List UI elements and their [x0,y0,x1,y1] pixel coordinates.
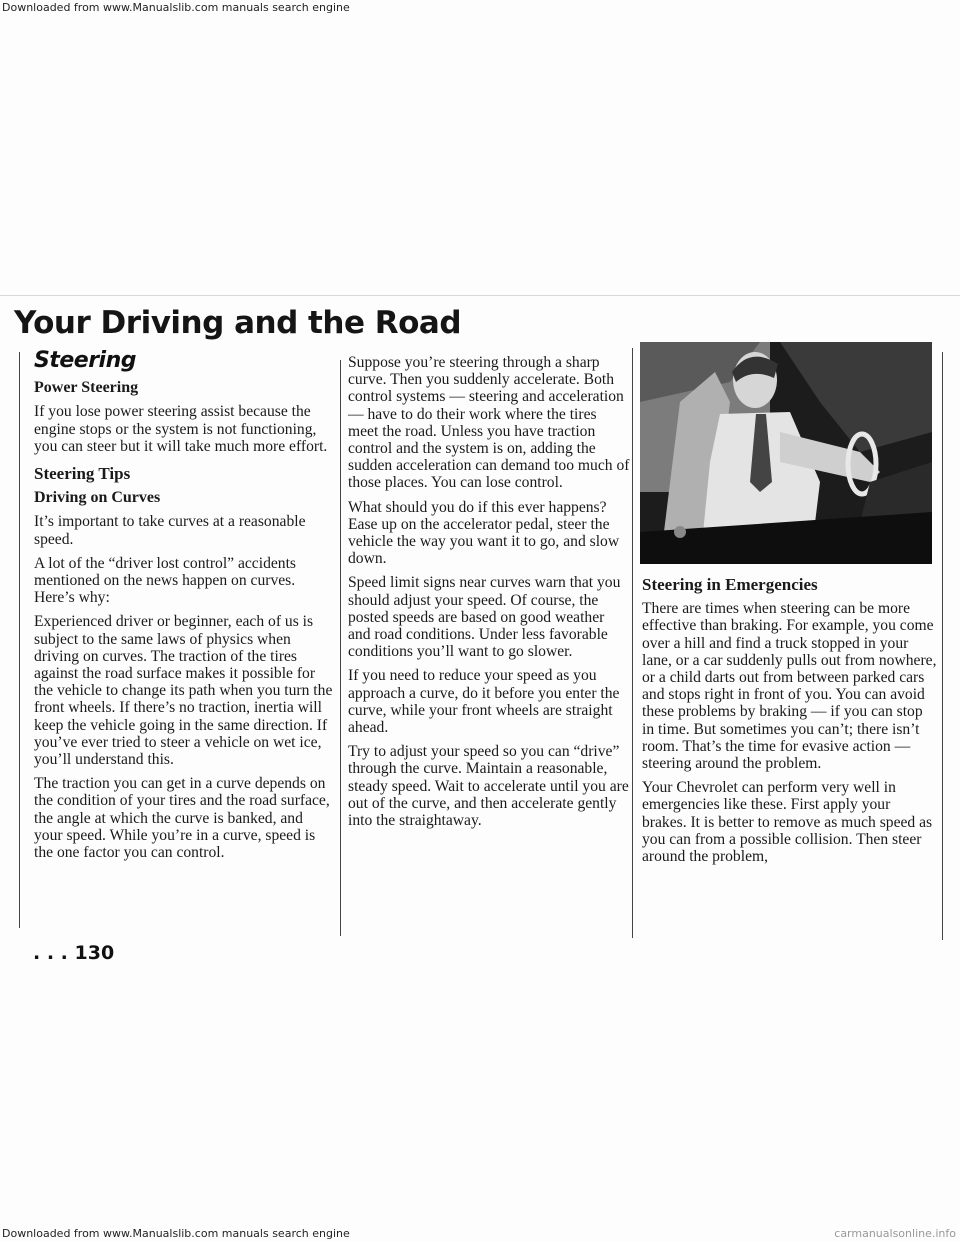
paragraph: If you need to reduce your speed as you approach a curve, do it before you enter the curve, while your front wheels are straight ahead. [348,667,620,737]
page-number: . . . 130 [33,942,115,964]
column-rule-middle [340,360,341,936]
paragraph: The traction you can get in a curve depends on the condition of your tires and the road surface, the angle at which the curve is banked, and your speed. While you’re in a curve, speed is the one factor you can control. [34,775,330,862]
driver-steering-illustration [640,342,932,564]
column-3 [642,570,938,872]
paragraph: Speed limit signs near curves warn that you should adjust your speed. Of course, the posted speeds are based on good weather and road conditions. Under less favorable conditions you’ll want to go slower. [348,574,621,661]
download-header [0,0,960,14]
paragraph: Suppose you’re steering through a sharp curve. Then you suddenly accelerate. Both control systems — steering and acceleration — have to do their work where the tires meet the road. Unless you have traction control and the system is on, adding the sudden acceleration can demand too much of those places. You can lose control. [348,354,630,492]
paragraph: Experienced driver or beginner, each of us is subject to the same laws of physics when driving on curves. The traction of the tires against the road surface makes it possible for the vehicle to change its path when you turn the front wheels. If there’s no traction, inertia will keep the vehicle going in the same direction. If you’ve ever tried to steer a vehicle on wet ice, you’ll understand this. [34,613,333,769]
power-steering-text: If you lose power steering assist because the engine stops or the system is not functioning, you can steer but it will take much more effort. [34,403,328,455]
column-2 [348,354,630,836]
section-title: Steering [34,348,137,373]
footer-watermark: carmanualsonline.info [834,1227,956,1240]
column-rule-left [19,352,20,928]
emergencies-heading: Steering in Emergencies [642,575,818,594]
steering-tips-heading: Steering Tips [34,464,131,484]
paragraph: It’s important to take curves at a reasonable speed. [34,513,306,548]
paragraph: There are times when steering can be more effective than braking. For example, you come over a hill and find a truck stopped in your lane, or a car suddenly pulls out from nowhere, or a child darts out from between parked cars and stops right in front of you. You can avoid these problems by braking — if you can stop in time. But sometimes you can’t; there isn’t room. That’s the time for evasive action — steering around the problem. [642,600,937,773]
column-rule-far-right [942,352,943,940]
download-footer [0,1226,960,1242]
driver-steering-image [640,342,932,564]
footer-download-note: Downloaded from www.Manualslib.com manuals search engine [2,1227,350,1240]
paragraph: What should you do if this ever happens? Ease up on the accelerator pedal, steer the vehicle the way you want it to go, and slow down. [348,498,620,568]
paragraph: Your Chevrolet can perform very well in emergencies like these. First apply your brakes. It is better to remove as much speed as you can from a possible collision. Then steer around the problem, [642,779,933,866]
column-1 [34,348,334,868]
paragraph: A lot of the “driver lost control” accidents mentioned on the news happen on curves. Here’s why: [34,554,296,607]
header-divider [0,295,960,296]
paragraph: Try to adjust your speed so you can “drive” through the curve. Maintain a reasonable, steady speed. Wait to accelerate until you are out of the curve, and then accelerate gently into the straightaway. [348,743,629,830]
download-note: Downloaded from www.Manualslib.com manuals search engine [2,1,350,14]
chapter-title: Your Driving and the Road [14,305,462,341]
driving-curves-heading: Driving on Curves [34,489,161,507]
power-steering-heading: Power Steering [34,379,139,397]
column-rule-right [632,348,633,938]
